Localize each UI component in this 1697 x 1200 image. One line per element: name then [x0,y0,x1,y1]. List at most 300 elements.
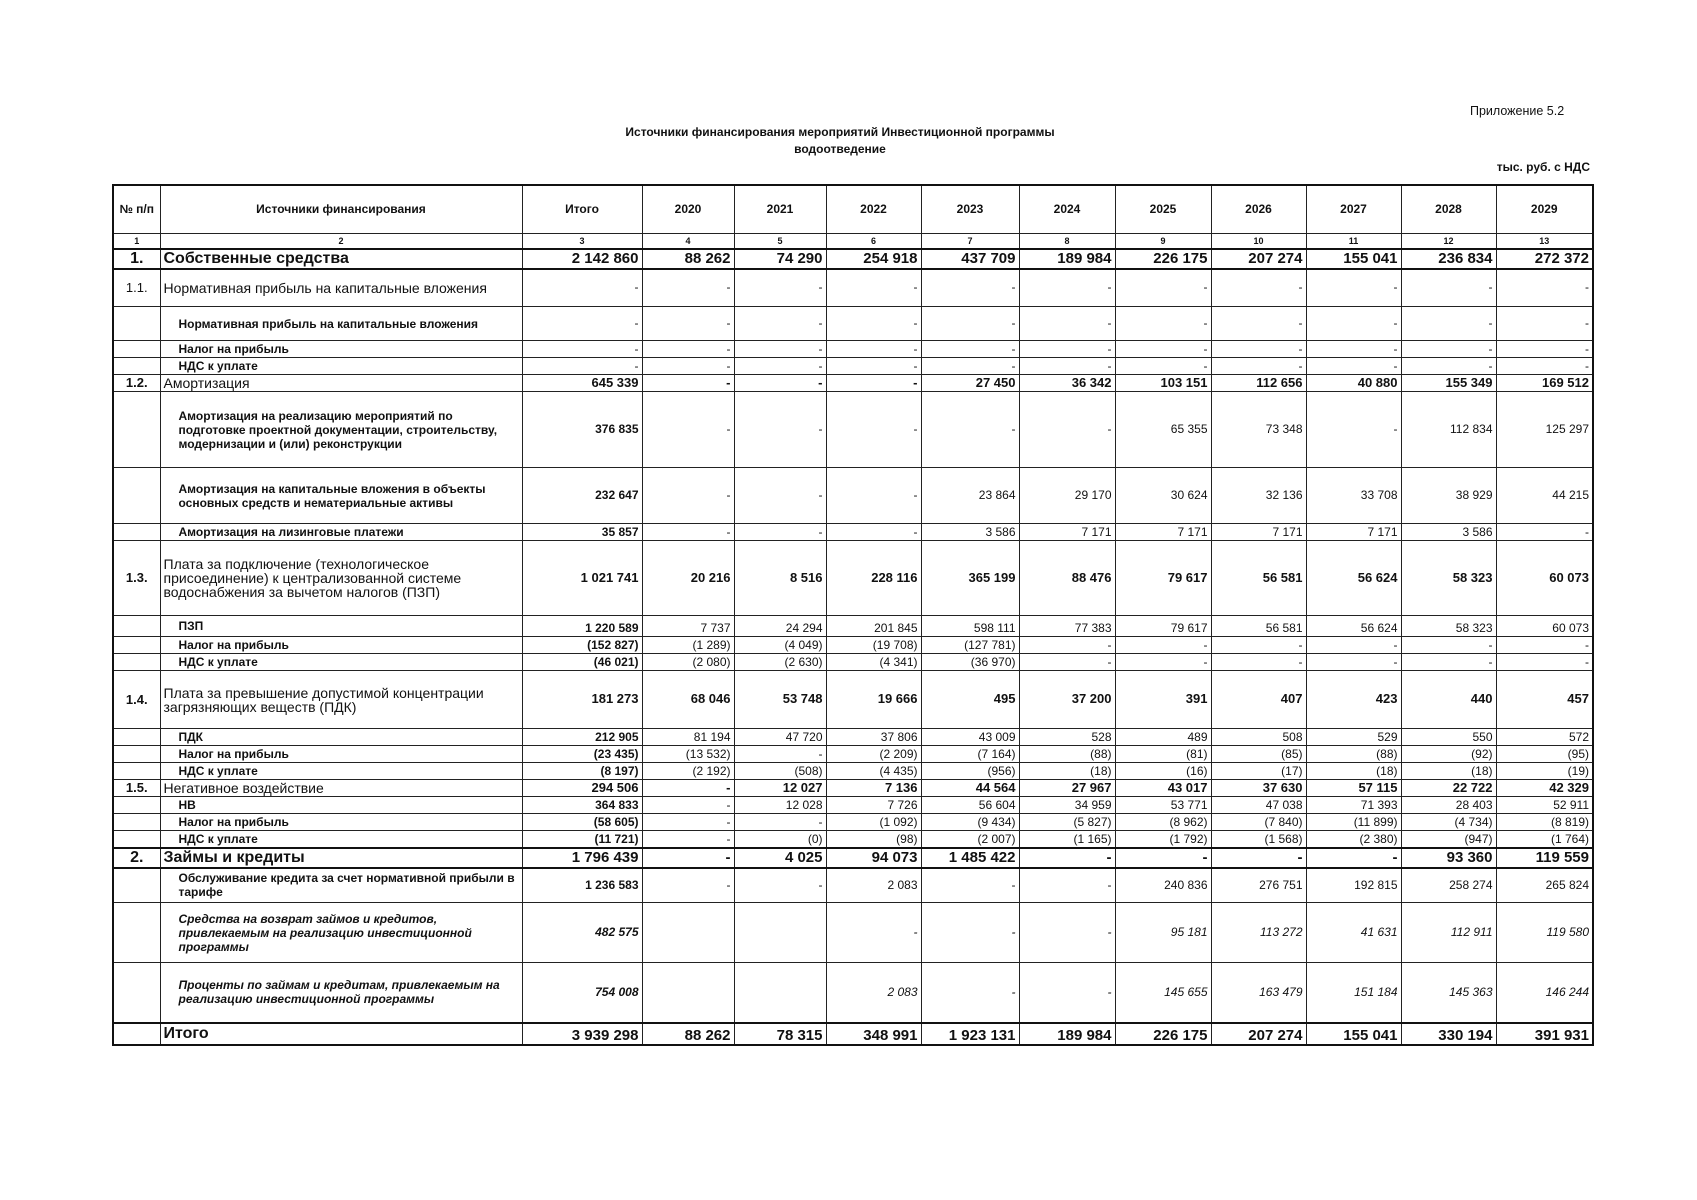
value-cell: (5 827) [1019,814,1115,831]
header-row [113,185,1593,233]
value-cell: (2 209) [826,746,921,763]
value-cell: 79 617 [1115,541,1211,616]
value-cell: 258 274 [1401,868,1496,903]
value-cell [642,903,734,963]
value-cell: (2 630) [734,654,826,671]
column-index: 2 [160,233,522,249]
value-cell: 376 835 [522,392,642,468]
value-cell: 145 363 [1401,963,1496,1023]
value-cell: (9 434) [921,814,1019,831]
value-cell: (81) [1115,746,1211,763]
appendix-label: Приложение 5.2 [1470,104,1565,118]
value-cell: (19 708) [826,637,921,654]
value-cell: 78 315 [734,1023,826,1045]
value-cell: 44 564 [921,780,1019,797]
value-cell: - [1115,269,1211,307]
value-cell: 254 918 [826,249,921,269]
value-cell: - [1401,341,1496,358]
value-cell: 94 073 [826,848,921,868]
value-cell: 38 929 [1401,468,1496,524]
value-cell: - [1496,637,1593,654]
value-cell: - [1306,341,1401,358]
value-cell: 407 [1211,671,1306,729]
value-cell: 68 046 [642,671,734,729]
value-cell: (508) [734,763,826,780]
value-cell: 226 175 [1115,1023,1211,1045]
column-index: 6 [826,233,921,249]
column-index: 4 [642,233,734,249]
value-cell: (2 080) [642,654,734,671]
row-number [113,524,160,541]
value-cell: - [734,375,826,392]
value-cell: 226 175 [1115,249,1211,269]
value-cell: (18) [1019,763,1115,780]
source-name: НВ [160,797,522,814]
value-cell: 3 586 [1401,524,1496,541]
table-row [113,746,1593,763]
value-cell: - [1306,392,1401,468]
value-cell: 12 027 [734,780,826,797]
value-cell: (7 164) [921,746,1019,763]
source-name: Нормативная прибыль на капитальные вложения [160,269,522,307]
value-cell: 155 349 [1401,375,1496,392]
value-cell: - [1306,637,1401,654]
value-cell: - [642,358,734,375]
value-cell: 437 709 [921,249,1019,269]
value-cell: 42 329 [1496,780,1593,797]
value-cell: 265 824 [1496,868,1593,903]
value-cell: - [1496,654,1593,671]
value-cell: 44 215 [1496,468,1593,524]
value-cell: - [921,341,1019,358]
column-index-row [113,233,1593,249]
value-cell: - [734,746,826,763]
source-name: Плата за подключение (технологическое присоединение) к централизованной системе водоснабжения за вычетом налогов (ПЗП) [160,541,522,616]
header-cell: 2025 [1115,185,1211,233]
source-name: НДС к уплате [160,763,522,780]
value-cell: 37 806 [826,729,921,746]
value-cell: 35 857 [522,524,642,541]
value-cell: - [1306,307,1401,341]
table-row [113,341,1593,358]
value-cell: - [1115,341,1211,358]
value-cell: 495 [921,671,1019,729]
source-name: Проценты по займам и кредитам, привлекаемым на реализацию инвестиционной программы [160,963,522,1023]
value-cell: - [642,269,734,307]
value-cell: - [1401,654,1496,671]
header-cell: 2026 [1211,185,1306,233]
value-cell: 60 073 [1496,616,1593,637]
value-cell: - [1211,637,1306,654]
value-cell: (88) [1306,746,1401,763]
unit-label: тыс. руб. с НДС [1496,160,1590,174]
value-cell: 2 142 860 [522,249,642,269]
value-cell: - [734,269,826,307]
value-cell: (19) [1496,763,1593,780]
value-cell: - [1401,637,1496,654]
row-number: 1.2. [113,375,160,392]
value-cell: 572 [1496,729,1593,746]
table-row [113,848,1593,868]
value-cell: - [734,358,826,375]
source-name: Амортизация на капитальные вложения в объекты основных средств и нематериальные активы [160,468,522,524]
value-cell: 489 [1115,729,1211,746]
value-cell: 163 479 [1211,963,1306,1023]
value-cell: - [1496,307,1593,341]
table-row [113,903,1593,963]
row-number [113,903,160,963]
column-index: 5 [734,233,826,249]
value-cell: 56 624 [1306,616,1401,637]
value-cell: - [734,814,826,831]
value-cell: 3 586 [921,524,1019,541]
value-cell: (152 827) [522,637,642,654]
row-number: 1.3. [113,541,160,616]
value-cell: - [1211,358,1306,375]
value-cell: 7 737 [642,616,734,637]
value-cell: 1 485 422 [921,848,1019,868]
value-cell: 20 216 [642,541,734,616]
value-cell: 550 [1401,729,1496,746]
value-cell: 58 323 [1401,541,1496,616]
value-cell: (92) [1401,746,1496,763]
value-cell: 212 905 [522,729,642,746]
value-cell: 30 624 [1115,468,1211,524]
value-cell: 53 771 [1115,797,1211,814]
value-cell: - [522,341,642,358]
value-cell: - [1496,358,1593,375]
value-cell: - [734,468,826,524]
value-cell: 155 041 [1306,249,1401,269]
value-cell: 57 115 [1306,780,1401,797]
value-cell: - [826,307,921,341]
row-number [113,637,160,654]
financing-table [112,184,1594,1046]
header-cell: Итого [522,185,642,233]
value-cell: - [734,868,826,903]
value-cell: 391 931 [1496,1023,1593,1045]
value-cell: 228 116 [826,541,921,616]
value-cell: (4 341) [826,654,921,671]
value-cell: 7 171 [1019,524,1115,541]
header-cell: 2020 [642,185,734,233]
row-number: 1.4. [113,671,160,729]
value-cell: 2 083 [826,868,921,903]
value-cell: (11 899) [1306,814,1401,831]
value-cell: - [1306,848,1401,868]
value-cell: - [826,468,921,524]
value-cell: - [642,375,734,392]
column-index: 1 [113,233,160,249]
value-cell: 12 028 [734,797,826,814]
value-cell: 7 171 [1115,524,1211,541]
table-row [113,1023,1593,1045]
source-name: ПДК [160,729,522,746]
value-cell: - [826,341,921,358]
value-cell: - [1019,654,1115,671]
table-row [113,671,1593,729]
table-row [113,868,1593,903]
column-index: 13 [1496,233,1593,249]
table-row [113,269,1593,307]
value-cell: 119 580 [1496,903,1593,963]
value-cell: 24 294 [734,616,826,637]
column-index: 12 [1401,233,1496,249]
value-cell: 37 630 [1211,780,1306,797]
value-cell: (98) [826,831,921,848]
header-cell: Источники финансирования [160,185,522,233]
row-number [113,814,160,831]
value-cell: 145 655 [1115,963,1211,1023]
value-cell: (4 049) [734,637,826,654]
row-number [113,616,160,637]
value-cell: 56 624 [1306,541,1401,616]
source-name: ПЗП [160,616,522,637]
table-row [113,729,1593,746]
value-cell: - [1211,341,1306,358]
value-cell: - [1306,654,1401,671]
table-row [113,392,1593,468]
value-cell: (18) [1306,763,1401,780]
header-cell: № п/п [113,185,160,233]
row-number [113,1023,160,1045]
value-cell: 391 [1115,671,1211,729]
value-cell: (1 165) [1019,831,1115,848]
value-cell: - [1019,269,1115,307]
value-cell: (2 192) [642,763,734,780]
value-cell [642,963,734,1023]
value-cell: 598 111 [921,616,1019,637]
source-name: Амортизация на реализацию мероприятий по подготовке проектной документации, строительству, модернизации и (или) реконструкции [160,392,522,468]
table-row [113,814,1593,831]
value-cell: (8 962) [1115,814,1211,831]
value-cell: 3 939 298 [522,1023,642,1045]
document-title [560,124,1120,158]
value-cell: - [522,358,642,375]
value-cell: 52 911 [1496,797,1593,814]
value-cell: - [921,392,1019,468]
value-cell: - [1019,963,1115,1023]
value-cell: 73 348 [1211,392,1306,468]
title-line-1: Источники финансирования мероприятий Инвестиционной программы [625,125,1055,139]
source-name: Итого [160,1023,522,1045]
value-cell: - [1019,637,1115,654]
value-cell: (2 380) [1306,831,1401,848]
value-cell: (36 970) [921,654,1019,671]
source-name: Собственные средства [160,249,522,269]
value-cell: - [734,524,826,541]
value-cell: - [1115,637,1211,654]
value-cell: - [522,307,642,341]
value-cell: (13 532) [642,746,734,763]
value-cell: 2 083 [826,963,921,1023]
row-number [113,868,160,903]
table-row [113,468,1593,524]
value-cell: - [1115,307,1211,341]
value-cell: (127 781) [921,637,1019,654]
value-cell: 508 [1211,729,1306,746]
value-cell: 7 171 [1211,524,1306,541]
row-number: 2. [113,848,160,868]
row-number: 1.5. [113,780,160,797]
header-cell: 2021 [734,185,826,233]
value-cell: 232 647 [522,468,642,524]
table-row [113,654,1593,671]
value-cell: (46 021) [522,654,642,671]
source-name: Налог на прибыль [160,814,522,831]
row-number [113,831,160,848]
value-cell: 77 383 [1019,616,1115,637]
value-cell: 294 506 [522,780,642,797]
source-name: Налог на прибыль [160,637,522,654]
value-cell: - [826,269,921,307]
value-cell: - [1496,341,1593,358]
table-row [113,375,1593,392]
value-cell: 348 991 [826,1023,921,1045]
value-cell: - [642,307,734,341]
value-cell: 43 009 [921,729,1019,746]
value-cell: 112 656 [1211,375,1306,392]
column-index: 3 [522,233,642,249]
value-cell: 1 796 439 [522,848,642,868]
value-cell: - [642,524,734,541]
row-number [113,729,160,746]
value-cell: - [1019,392,1115,468]
row-number [113,307,160,341]
value-cell: (2 007) [921,831,1019,848]
value-cell: - [1019,868,1115,903]
value-cell: 119 559 [1496,848,1593,868]
value-cell: 103 151 [1115,375,1211,392]
value-cell: (95) [1496,746,1593,763]
table-row [113,963,1593,1023]
value-cell: 74 290 [734,249,826,269]
value-cell: (947) [1401,831,1496,848]
value-cell: 240 836 [1115,868,1211,903]
source-name: Обслуживание кредита за счет нормативной прибыли в тарифе [160,868,522,903]
value-cell: - [1496,269,1593,307]
table-row [113,524,1593,541]
column-index: 8 [1019,233,1115,249]
header-cell: 2022 [826,185,921,233]
table-row [113,780,1593,797]
value-cell: - [642,392,734,468]
value-cell: - [642,341,734,358]
value-cell: 60 073 [1496,541,1593,616]
row-number [113,468,160,524]
value-cell: 58 323 [1401,616,1496,637]
value-cell: - [642,868,734,903]
header-cell: 2029 [1496,185,1593,233]
value-cell: 754 008 [522,963,642,1023]
header-cell: 2023 [921,185,1019,233]
value-cell: 7 136 [826,780,921,797]
value-cell: 47 038 [1211,797,1306,814]
value-cell: 236 834 [1401,249,1496,269]
value-cell: 207 274 [1211,1023,1306,1045]
source-name: НДС к уплате [160,654,522,671]
header-cell: 2028 [1401,185,1496,233]
value-cell: 7 171 [1306,524,1401,541]
value-cell: (956) [921,763,1019,780]
table-row [113,249,1593,269]
value-cell: 528 [1019,729,1115,746]
row-number [113,358,160,375]
value-cell: 27 450 [921,375,1019,392]
value-cell: 529 [1306,729,1401,746]
value-cell: 43 017 [1115,780,1211,797]
header-cell: 2027 [1306,185,1401,233]
value-cell: - [921,269,1019,307]
value-cell: - [1306,269,1401,307]
value-cell: - [642,848,734,868]
value-cell: 53 748 [734,671,826,729]
source-name: Средства на возврат займов и кредитов, привлекаемым на реализацию инвестиционной программы [160,903,522,963]
value-cell: - [826,524,921,541]
value-cell: 189 984 [1019,249,1115,269]
value-cell: - [1211,848,1306,868]
table-row [113,797,1593,814]
value-cell: (58 605) [522,814,642,831]
source-name: Займы и кредиты [160,848,522,868]
value-cell: - [1401,269,1496,307]
value-cell: 33 708 [1306,468,1401,524]
table-row [113,358,1593,375]
value-cell: 41 631 [1306,903,1401,963]
value-cell: 56 581 [1211,616,1306,637]
value-cell: - [1019,848,1115,868]
value-cell: 71 393 [1306,797,1401,814]
value-cell: 40 880 [1306,375,1401,392]
source-name: Налог на прибыль [160,746,522,763]
value-cell: 272 372 [1496,249,1593,269]
value-cell: 4 025 [734,848,826,868]
value-cell: 169 512 [1496,375,1593,392]
value-cell: 276 751 [1211,868,1306,903]
value-cell: (0) [734,831,826,848]
value-cell: - [921,903,1019,963]
source-name: Нормативная прибыль на капитальные вложения [160,307,522,341]
row-number [113,654,160,671]
value-cell [734,963,826,1023]
header-cell: 2024 [1019,185,1115,233]
value-cell: - [1019,307,1115,341]
value-cell: - [642,797,734,814]
value-cell: (23 435) [522,746,642,763]
value-cell: - [826,358,921,375]
table-row [113,307,1593,341]
value-cell: (17) [1211,763,1306,780]
value-cell: - [1496,524,1593,541]
table-row [113,541,1593,616]
value-cell: - [826,903,921,963]
value-cell: (4 435) [826,763,921,780]
value-cell: - [642,814,734,831]
value-cell: 56 604 [921,797,1019,814]
value-cell: 32 136 [1211,468,1306,524]
value-cell: 155 041 [1306,1023,1401,1045]
value-cell: (85) [1211,746,1306,763]
value-cell: 22 722 [1401,780,1496,797]
value-cell [734,903,826,963]
value-cell: - [1211,269,1306,307]
row-number [113,797,160,814]
value-cell: - [522,269,642,307]
column-index: 7 [921,233,1019,249]
value-cell: 81 194 [642,729,734,746]
source-name: Амортизация на лизинговые платежи [160,524,522,541]
row-number [113,763,160,780]
